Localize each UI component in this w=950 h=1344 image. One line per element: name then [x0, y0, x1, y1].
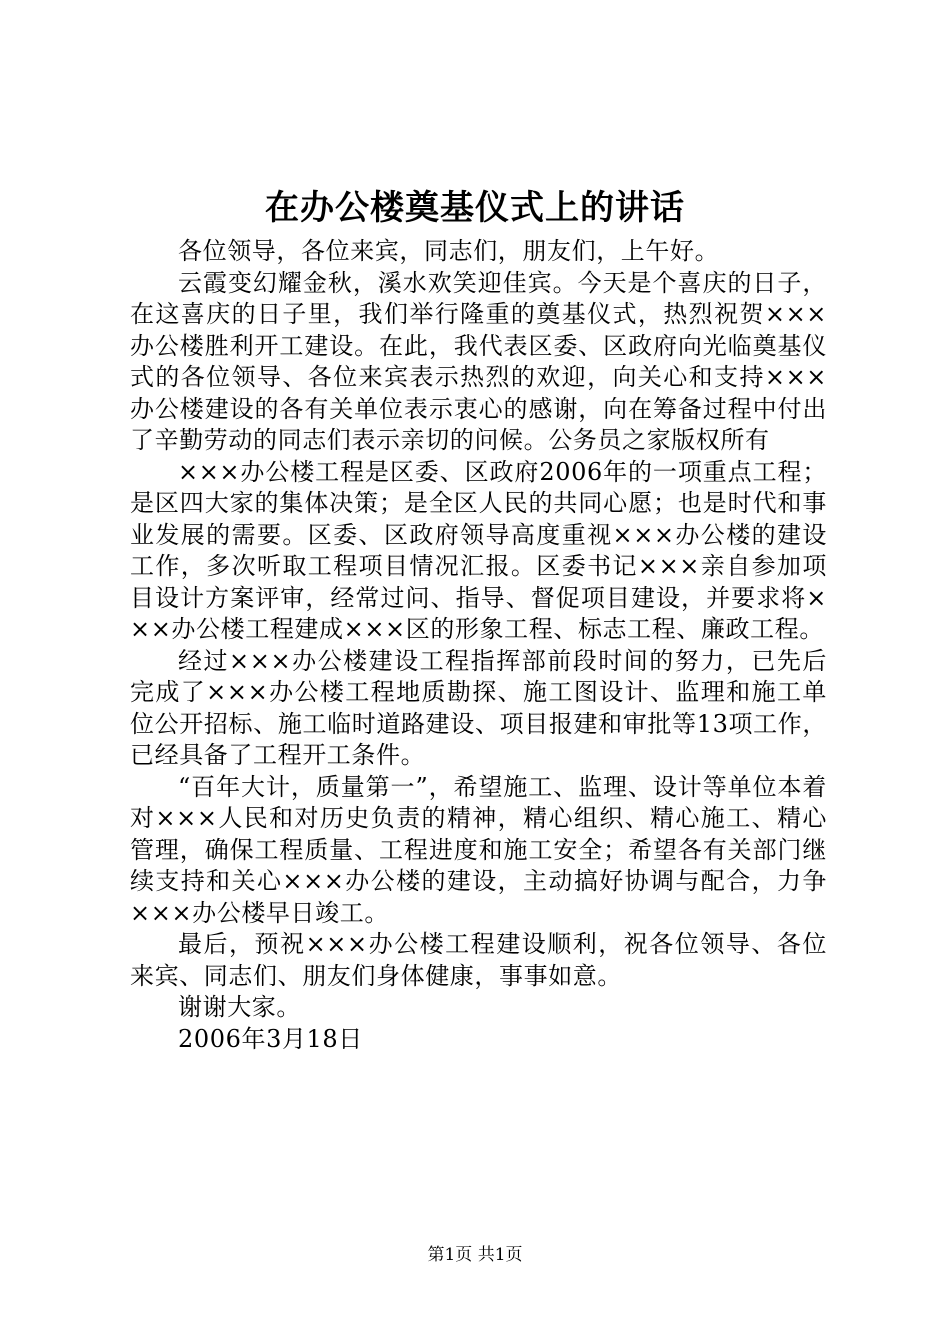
paragraph-quality: “百年大计，质量第一”，希望施工、监理、设计等单位本着对×××人民和对历史负责的精神，精心组织、精心施工、精心管理，确保工程质量、工程进度和施工安全；希望各有关部门继续支持和关心×××办公楼的建设，主动搞好协调与配合，力争×××办公楼早日竣工。	[130, 772, 827, 927]
page-number-footer: 第1页 共1页	[427, 1245, 523, 1265]
paragraph-wishes: 最后，预祝×××办公楼工程建设顺利，祝各位领导、各位来宾、同志们、朋友们身体健康，事事如意。	[130, 930, 827, 990]
document-title: 在办公楼奠基仪式上的讲话	[265, 188, 685, 228]
paragraph-thanks: 谢谢大家。	[178, 993, 301, 1021]
paragraph-date: 2006年3月18日	[178, 1024, 363, 1053]
paragraph-welcome: 云霞变幻耀金秋，溪水欢笑迎佳宾。今天是个喜庆的日子，在这喜庆的日子里，我们举行隆重的奠基仪式，热烈祝贺×××办公楼胜利开工建设。在此，我代表区委、区政府向光临奠基仪式的各位领导、各位来宾表示热烈的欢迎，向关心和支持×××办公楼建设的各有关单位表示衷心的感谢，向在筹备过程中付出了辛勤劳动的同志们表示亲切的问候。公务员之家版权所有	[130, 268, 827, 454]
paragraph-progress: 经过×××办公楼建设工程指挥部前段时间的努力，已先后完成了×××办公楼工程地质勘探、施工图设计、监理和施工单位公开招标、施工临时道路建设、项目报建和审批等13项工作，已经具备了工程开工条件。	[130, 646, 827, 769]
paragraph-greeting: 各位领导，各位来宾，同志们，朋友们，上午好。	[178, 237, 720, 265]
document-body	[130, 236, 827, 1055]
paragraph-project-importance: ×××办公楼工程是区委、区政府2006年的一项重点工程；是区四大家的集体决策；是全区人民的共同心愿；也是时代和事业发展的需要。区委、区政府领导高度重视×××办公楼的建设工作，多次听取工程项目情况汇报。区委书记×××亲自参加项目设计方案评审，经常过问、指导、督促项目建设，并要求将×××办公楼工程建成×××区的形象工程、标志工程、廉政工程。	[130, 457, 827, 643]
